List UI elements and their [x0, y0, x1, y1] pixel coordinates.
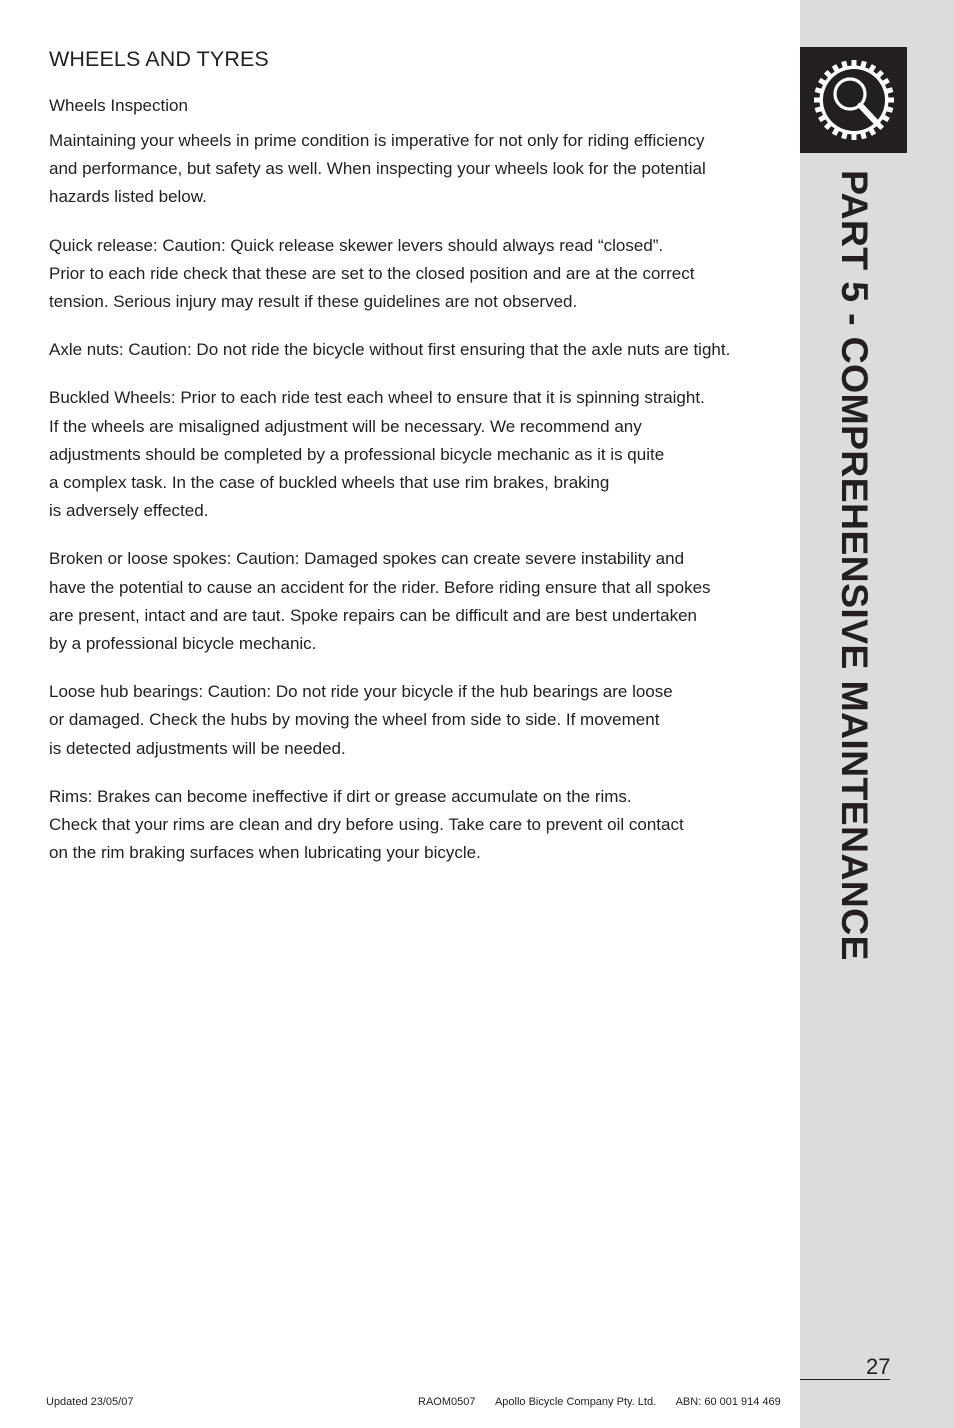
chapter-vertical-title: PART 5 - COMPREHENSIVE MAINTENANCE — [834, 170, 876, 961]
paragraph-line: Maintaining your wheels in prime condition is imperative for not only for riding efficiency — [49, 131, 705, 150]
paragraph-line: Check that your rims are clean and dry before using. Take care to prevent oil contact — [49, 815, 684, 835]
paragraph-line: Axle nuts: Caution: Do not ride the bicycle without first ensuring that the axle nuts are tight. — [49, 340, 731, 360]
body-paragraph — [49, 384, 789, 525]
paragraph-line: Quick release: Caution: Quick release skewer levers should always read “closed”. — [49, 235, 664, 255]
body-paragraph — [49, 678, 789, 763]
footer-company-info — [418, 1396, 781, 1408]
paragraph-line: adjustments should be completed by a professional bicycle mechanic as it is quite — [49, 444, 665, 464]
paragraph-line: is adversely effected. — [49, 501, 209, 521]
body-paragraph — [49, 232, 789, 317]
body-paragraph — [49, 127, 789, 212]
paragraph-line: on the rim braking surfaces when lubricating your bicycle. — [49, 843, 481, 863]
section-title: WHEELS AND TYRES — [49, 47, 269, 71]
body-paragraph — [49, 545, 789, 658]
paragraph-line: Broken or loose spokes: Caution: Damaged spokes can create severe instability and — [49, 549, 685, 569]
paragraph-line: are present, intact and are taut. Spoke repairs can be difficult and are best undertaken — [49, 605, 697, 625]
paragraph-list — [49, 127, 789, 867]
footer-updated: Updated 23/05/07 — [46, 1396, 134, 1408]
body-paragraph — [49, 783, 789, 868]
body-paragraph — [49, 336, 789, 364]
chapter-sidebar — [800, 0, 954, 1428]
magnifier-gear-icon — [810, 56, 898, 144]
main-content — [49, 44, 789, 887]
paragraph-line: Loose hub bearings: Caution: Do not ride your bicycle if the hub bearings are loose — [49, 682, 673, 702]
paragraph-line: have the potential to cause an accident for the rider. Before riding ensure that all spokes — [49, 577, 711, 597]
chapter-icon-box — [800, 47, 907, 153]
paragraph-line: by a professional bicycle mechanic. — [49, 634, 317, 654]
page-number: 27 — [866, 1354, 891, 1379]
page-number-rule — [800, 1379, 890, 1380]
subheading-wheels-inspection: Wheels Inspection — [49, 96, 188, 115]
paragraph-line: and performance, but safety as well. When inspecting your wheels look for the potential — [49, 159, 706, 179]
paragraph-line: is detected adjustments will be needed. — [49, 738, 346, 758]
paragraph-line: If the wheels are misaligned adjustment will be necessary. We recommend any — [49, 416, 642, 436]
paragraph-line: a complex task. In the case of buckled wheels that use rim brakes, braking — [49, 473, 610, 493]
paragraph-line: hazards listed below. — [49, 187, 207, 207]
footer-doc-code: RAOM0507 — [418, 1396, 476, 1408]
paragraph-line: Buckled Wheels: Prior to each ride test each wheel to ensure that it is spinning straight. — [49, 388, 705, 408]
paragraph-line: Prior to each ride check that these are set to the closed position and are at the correct — [49, 263, 695, 283]
footer-abn: ABN: 60 001 914 469 — [675, 1396, 781, 1408]
paragraph-line: Rims: Brakes can become ineffective if dirt or grease accumulate on the rims. — [49, 786, 632, 806]
paragraph-line: tension. Serious injury may result if these guidelines are not observed. — [49, 292, 578, 312]
paragraph-line: or damaged. Check the hubs by moving the wheel from side to side. If movement — [49, 710, 660, 730]
footer-company: Apollo Bicycle Company Pty. Ltd. — [494, 1396, 657, 1408]
